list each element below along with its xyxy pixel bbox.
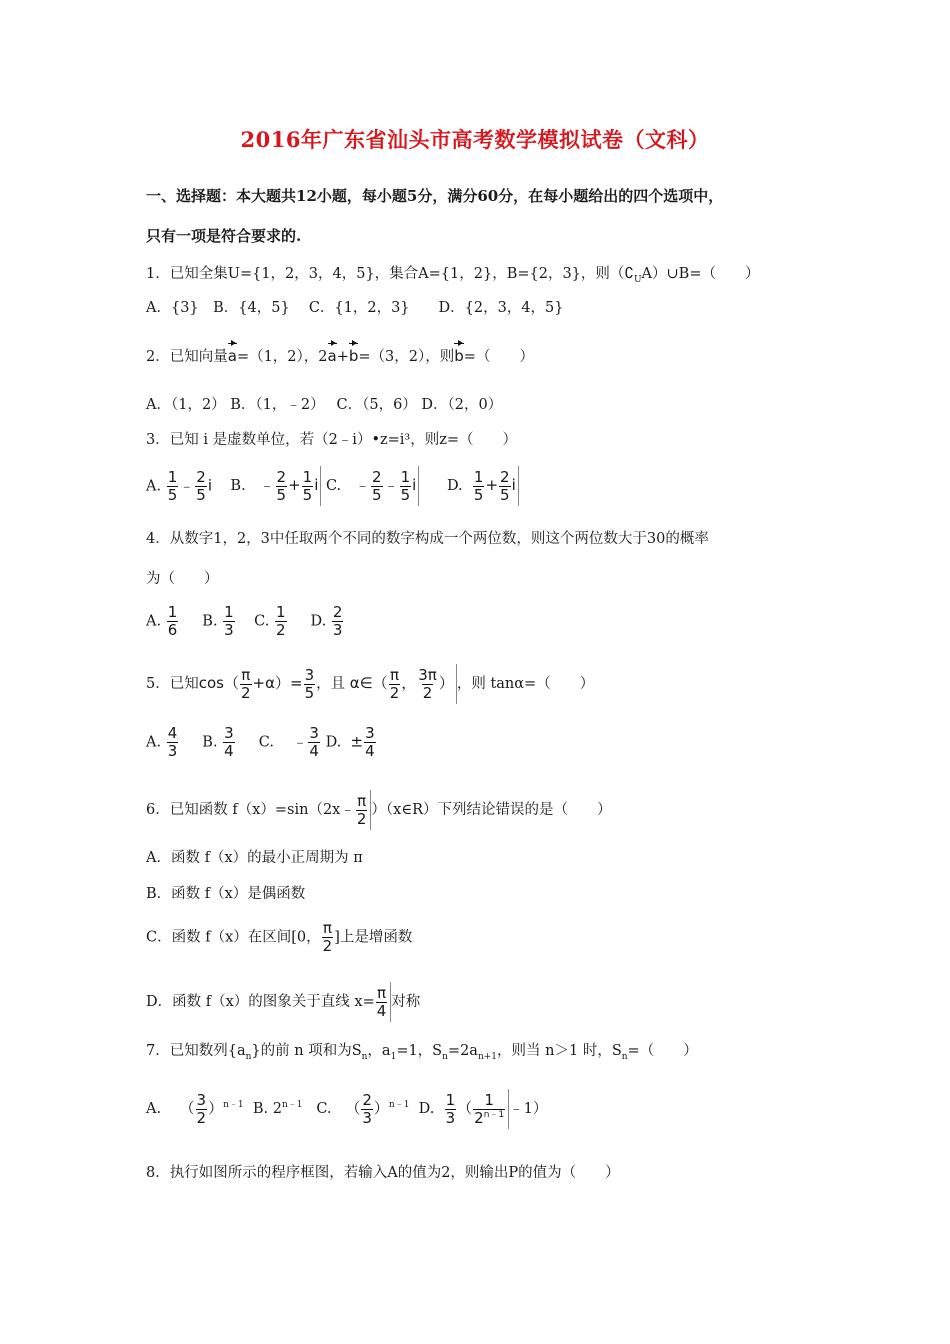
- page-title: 2016年广东省汕头市高考数学模拟试卷（文科）: [240, 127, 710, 152]
- vector-a-2: a: [327, 347, 337, 365]
- question-6-option-c: C．函数 f（x）在区间[0， $\frac{\pi}{2}$ ]上是增函数: [146, 919, 413, 955]
- question-7-options: A. （ $\frac{3}{2}$ ）$^{n﹣1}$ B. $2^{n﹣1}$ C. （ $\frac{2}{3}$ ）$^{n﹣1}$ D. $\frac{1}{3}$ （ $\frac{1}{2^{n﹣1}}$ ﹣1）: [146, 1089, 547, 1129]
- q3-option-c: C. ﹣ $\frac{2}{5}$ ﹣ $\frac{1}{5}$ i: [326, 466, 419, 506]
- question-7-stem: 7．已知数列$\{a_n\}$的前 n 项和为$S_n$，$a_1=1$，$S_n=2a_{n+1}$，则当 n＞1 时，$S_n=$（ ）: [146, 1043, 698, 1062]
- question-3-options: [146, 466, 519, 506]
- question-2-stem: 2．已知向量a=（1，2），2a+b=（3，2），则b=（ ）: [146, 347, 534, 365]
- question-4-stem-line2: 为（ ）: [146, 571, 219, 587]
- question-6-stem: 6．已知函数 f（x）=sin（2x﹣ $\frac{\pi}{2}$ ）（x∈R）下列结论错误的是（ ）: [146, 790, 611, 830]
- question-4-options: A. $\frac{1}{6}$ B. $\frac{1}{3}$ C. $\frac{1}{2}$ D. $\frac{2}{3}$: [146, 603, 343, 639]
- vector-b-2: b: [454, 347, 464, 365]
- question-2-options: A．（1，2） B．（1，﹣2） C．（5，6） D．（2，0）: [146, 397, 503, 413]
- question-3-stem: 3．已知 i 是虚数单位，若（2﹣i）•z=i³，则z=（ ）: [146, 432, 518, 448]
- question-6-option-b: B．函数 f（x）是偶函数: [146, 886, 306, 902]
- section-heading-line2: 只有一项是符合要求的.: [146, 227, 302, 245]
- q3-option-d: D. $\frac{1}{5}$ + $\frac{2}{5}$ i: [447, 466, 519, 506]
- question-6-option-d: D．函数 f（x）的图象关于直线 x= $\frac{\pi}{4}$ 对称: [146, 982, 420, 1022]
- section-heading-line1: 一、选择题：本大题共12小题，每小题5分，满分60分，在每小题给出的四个选项中，: [146, 187, 724, 205]
- q3-option-b: B. ﹣ $\frac{2}{5}$ + $\frac{1}{5}$ i: [230, 466, 321, 506]
- question-5-options: A. $\frac{4}{3}$ B. $\frac{3}{4}$ C. ﹣ $\frac{3}{4}$ D. ± $\frac{3}{4}$: [146, 724, 375, 760]
- question-6-option-a: A．函数 f（x）的最小正周期为 π: [146, 850, 363, 866]
- vector-b: b: [348, 347, 359, 365]
- q3-option-a: A. $\frac{1}{5}$ ﹣ $\frac{2}{5}$ i: [146, 467, 212, 504]
- question-5-stem: 5．已知cos（ $\frac{\pi}{2}$ +α）= $\frac{3}{5}$ ，且 α∈（ $\frac{\pi}{2}$ ， $\frac{3\pi}{2}$ ） ，则 tanα=（ ）: [146, 664, 594, 704]
- vector-a: a: [227, 347, 237, 365]
- question-8-stem: 8．执行如图所示的程序框图，若输入A的值为2，则输出P的值为（ ）: [146, 1165, 620, 1181]
- question-1-options: A．{3} B．{4，5} C．{1，2，3} D．{2，3，4，5}: [146, 300, 564, 316]
- complement-symbol: ∁: [624, 264, 634, 282]
- question-4-stem-line1: 4．从数字1，2，3中任取两个不同的数字构成一个两位数，则这个两位数大于30的概率: [146, 531, 709, 547]
- question-1-stem: 1．已知全集U={1，2，3，4，5}，集合A={1，2}，B={2，3}，则$(∁_UA)\cup B=$（ ）: [146, 264, 760, 285]
